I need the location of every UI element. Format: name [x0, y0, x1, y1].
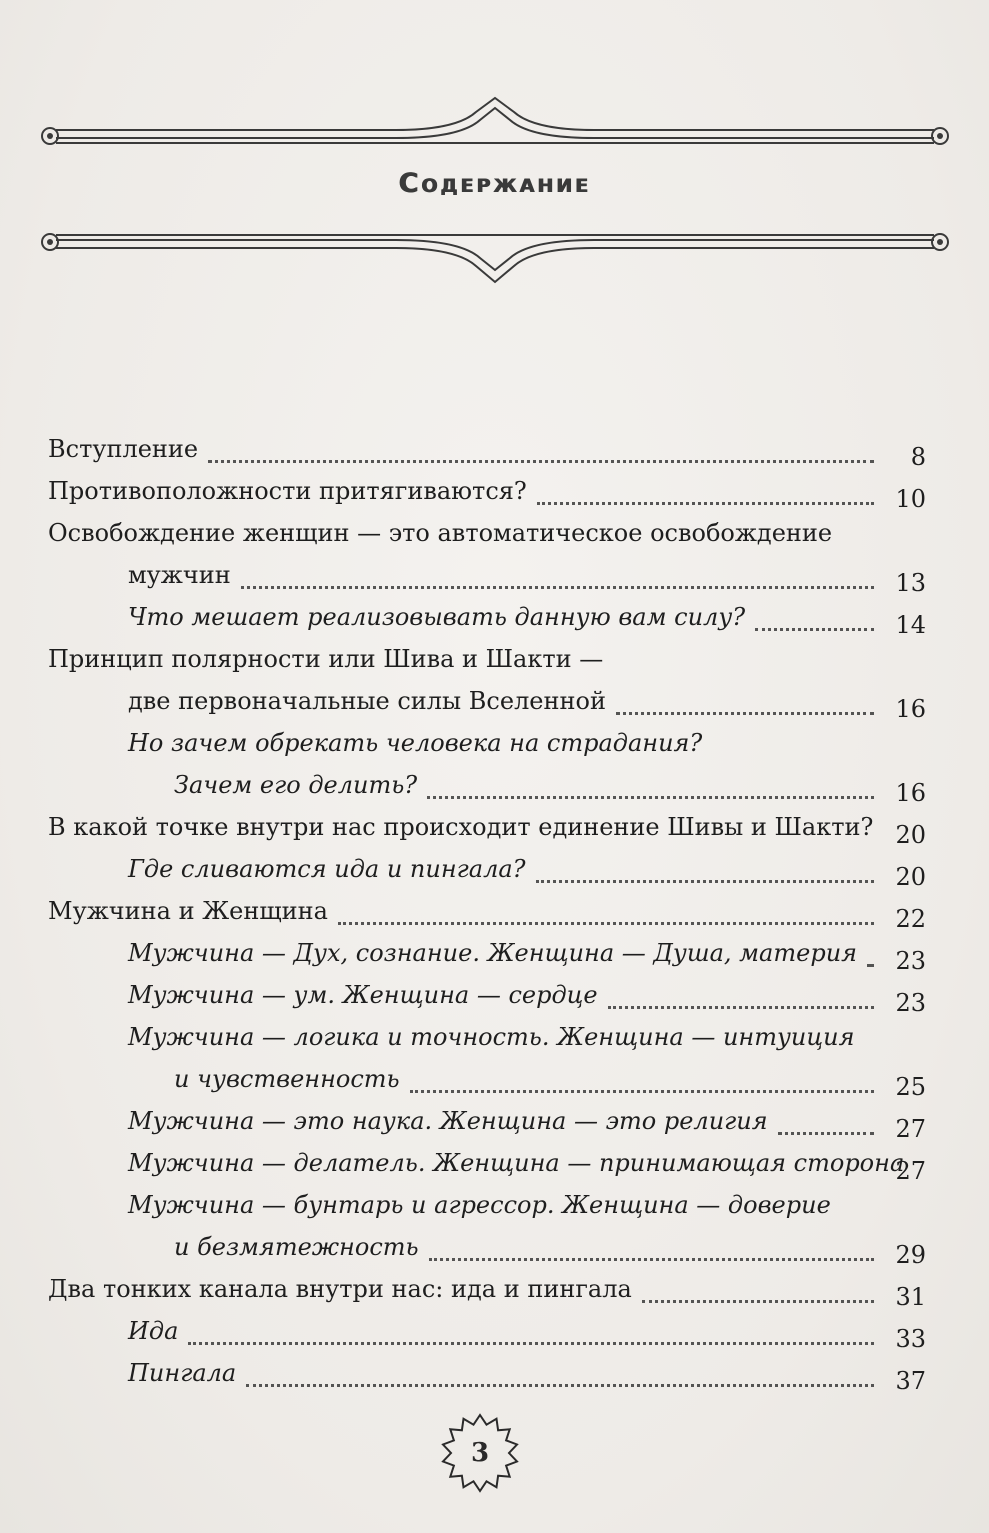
- toc-entry-title: Ида: [128, 1317, 179, 1345]
- toc-page-number: 25: [895, 1073, 926, 1101]
- toc-page-number: 27: [895, 1115, 926, 1143]
- toc-page-number: 13: [895, 569, 926, 597]
- toc-leader-dots: [616, 692, 874, 715]
- toc-page-number: 10: [895, 485, 926, 513]
- toc-entry: [48, 722, 926, 764]
- toc-page-number: 23: [895, 947, 926, 975]
- toc-leader-dots: [867, 944, 874, 967]
- toc-entry: [48, 1226, 926, 1268]
- toc-leader-dots: [778, 1112, 874, 1135]
- toc-page-number: 14: [895, 611, 926, 639]
- toc-page-number: 20: [895, 863, 926, 891]
- toc-leader-dots: [429, 1238, 874, 1261]
- toc-page-number: 31: [895, 1283, 926, 1311]
- toc-leader-dots: [246, 1364, 874, 1387]
- toc-entry-title: Где сливаются ида и пингала?: [128, 855, 526, 883]
- toc-page-number: 16: [895, 695, 926, 723]
- toc-entry-title: и чувственность: [174, 1065, 400, 1093]
- toc-entry: [48, 1142, 926, 1184]
- toc-entry: [48, 596, 926, 638]
- toc-entry-title: Но зачем обрекать человека на страдания?: [128, 729, 703, 757]
- toc-entry: [48, 1100, 926, 1142]
- toc-entry-title: мужчин: [128, 561, 231, 589]
- toc-entry: [48, 974, 926, 1016]
- toc-entry: [48, 554, 926, 596]
- toc-page-number: 37: [895, 1367, 926, 1395]
- toc-leader-dots: [241, 566, 874, 589]
- toc-entry-title: Освобождение женщин — это автоматическое освобождение: [48, 519, 833, 547]
- toc-entry-title: Два тонких канала внутри нас: ида и пингала: [48, 1275, 632, 1303]
- table-of-contents: [48, 428, 926, 1394]
- toc-entry: [48, 638, 926, 680]
- toc-page-number: 27: [895, 1157, 926, 1185]
- toc-entry-title: Противоположности притягиваются?: [48, 477, 527, 505]
- toc-entry-title: две первоначальные силы Вселенной: [128, 687, 606, 715]
- toc-page-number: 8: [910, 443, 926, 471]
- page-title: Содержание: [398, 168, 591, 199]
- toc-entry: [48, 428, 926, 470]
- toc-entry: [48, 1184, 926, 1226]
- toc-leader-dots: [427, 776, 874, 799]
- toc-entry-title: Мужчина и Женщина: [48, 897, 328, 925]
- toc-entry: [48, 470, 926, 512]
- toc-page-number: 23: [895, 989, 926, 1017]
- toc-entry: [48, 806, 926, 848]
- toc-entry: [48, 1016, 926, 1058]
- toc-leader-dots: [608, 986, 874, 1009]
- toc-page-number: 33: [895, 1325, 926, 1353]
- toc-leader-dots: [755, 608, 874, 631]
- toc-entry: [48, 1310, 926, 1352]
- toc-entry: [48, 1268, 926, 1310]
- toc-leader-dots: [188, 1322, 874, 1345]
- toc-entry-title: В какой точке внутри нас происходит единение Шивы и Шакти?: [48, 813, 874, 841]
- toc-leader-dots: [208, 440, 874, 463]
- toc-entry-title: Мужчина — делатель. Женщина — принимающая сторона: [128, 1149, 905, 1177]
- toc-leader-dots: [536, 860, 874, 883]
- toc-entry-title: Зачем его делить?: [174, 771, 418, 799]
- toc-page-number: 16: [895, 779, 926, 807]
- toc-entry-title: Мужчина — ум. Женщина — сердце: [128, 981, 598, 1009]
- toc-leader-dots: [338, 902, 874, 925]
- toc-entry: [48, 1058, 926, 1100]
- toc-leader-dots: [410, 1070, 874, 1093]
- toc-page-number: 22: [895, 905, 926, 933]
- toc-entry: [48, 512, 926, 554]
- toc-entry: [48, 848, 926, 890]
- toc-leader-dots: [642, 1280, 874, 1303]
- toc-entry-title: Мужчина — бунтарь и агрессор. Женщина — доверие: [128, 1191, 831, 1219]
- toc-entry: [48, 680, 926, 722]
- toc-entry-title: Мужчина — логика и точность. Женщина — интуиция: [128, 1023, 855, 1051]
- toc-leader-dots: [537, 482, 874, 505]
- toc-entry-title: Что мешает реализовывать данную вам силу?: [128, 603, 746, 631]
- toc-entry: [48, 932, 926, 974]
- toc-entry: [48, 1352, 926, 1394]
- toc-page-number: 20: [895, 821, 926, 849]
- page-number: 3: [470, 1438, 490, 1468]
- toc-entry-title: Мужчина — Дух, сознание. Женщина — Душа, материя: [128, 939, 858, 967]
- toc-page-number: 29: [895, 1241, 926, 1269]
- toc-entry-title: Принцип полярности или Шива и Шакти —: [48, 645, 604, 673]
- toc-entry: [48, 764, 926, 806]
- toc-entry: [48, 890, 926, 932]
- toc-entry-title: и безмятежность: [174, 1233, 419, 1261]
- toc-entry-title: Пингала: [128, 1359, 237, 1387]
- toc-entry-title: Мужчина — это наука. Женщина — это религия: [128, 1107, 768, 1135]
- toc-entry-title: Вступление: [48, 435, 199, 463]
